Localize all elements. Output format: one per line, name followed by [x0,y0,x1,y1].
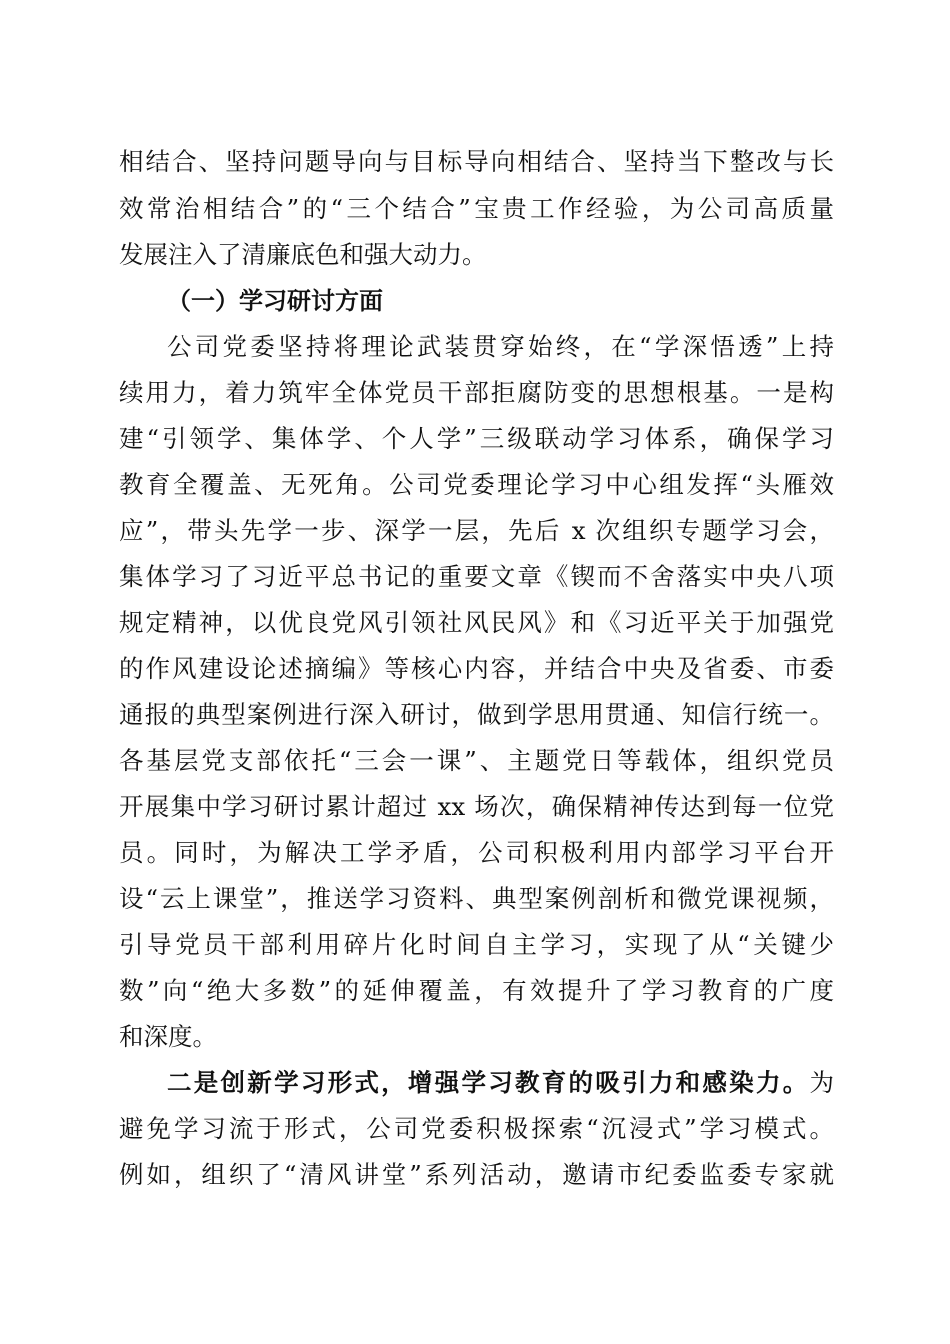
para1-line-12: 员。同时，为解决工学矛盾，公司积极利用内部学习平台开 [119,838,834,867]
para1-line-9: 通报的典型案例进行深入研讨，做到学思用贯通、知信行统一。 [119,700,834,729]
para1-line-1: 公司党委坚持将理论武装贯穿始终，在“学深悟透”上持 [167,332,834,361]
intro-line-1: 相结合、坚持问题导向与目标导向相结合、坚持当下整改与长 [119,147,834,176]
para1-line-13: 设“云上课堂”，推送学习资料、典型案例剖析和微党课视频， [119,884,834,913]
para1-line-10: 各基层党支部依托“三会一课”、主题党日等载体，组织党员 [119,746,834,775]
para1-line-11: 开展集中学习研讨累计超过 xx 场次，确保精神传达到每一位党 [119,792,834,821]
para2-lead-rest: 为 [809,1068,834,1097]
para2-lead: 二是创新学习形式，增强学习教育的吸引力和感染力。 [167,1068,810,1097]
para1-line-8: 的作风建设论述摘编》等核心内容，并结合中央及省委、市委 [119,654,834,683]
para2-line-3: 例如，组织了“清风讲堂”系列活动，邀请市纪委监委专家就 [119,1160,834,1189]
para1-line-6: 集体学习了习近平总书记的重要文章《锲而不舍落实中央八项 [119,562,834,591]
intro-line-2: 效常治相结合”的“三个结合”宝贵工作经验，为公司高质量 [119,194,834,223]
para1-line-7: 规定精神，以优良党风引领社风民风》和《习近平关于加强党 [119,608,834,637]
para1-line-3: 建“引领学、集体学、个人学”三级联动学习体系，确保学习 [119,424,834,453]
section-heading: （一）学习研讨方面 [167,287,383,315]
intro-line-3: 发展注入了清廉底色和强大动力。 [119,240,487,269]
para1-line-4: 教育全覆盖、无死角。公司党委理论学习中心组发挥“头雁效 [119,470,834,499]
para2-line-2: 避免学习流于形式，公司党委积极探索“沉浸式”学习模式。 [119,1114,834,1143]
para1-line-14: 引导党员干部利用碎片化时间自主学习，实现了从“关键少 [119,930,834,959]
para1-line-2: 续用力，着力筑牢全体党员干部拒腐防变的思想根基。一是构 [119,378,834,407]
para2-line-1 [167,1061,834,1105]
para1-line-16: 和深度。 [119,1022,217,1051]
para1-line-15: 数”向“绝大多数”的延伸覆盖，有效提升了学习教育的广度 [119,976,834,1005]
para1-line-5: 应”，带头先学一步、深学一层，先后 x 次组织专题学习会， [119,516,834,545]
